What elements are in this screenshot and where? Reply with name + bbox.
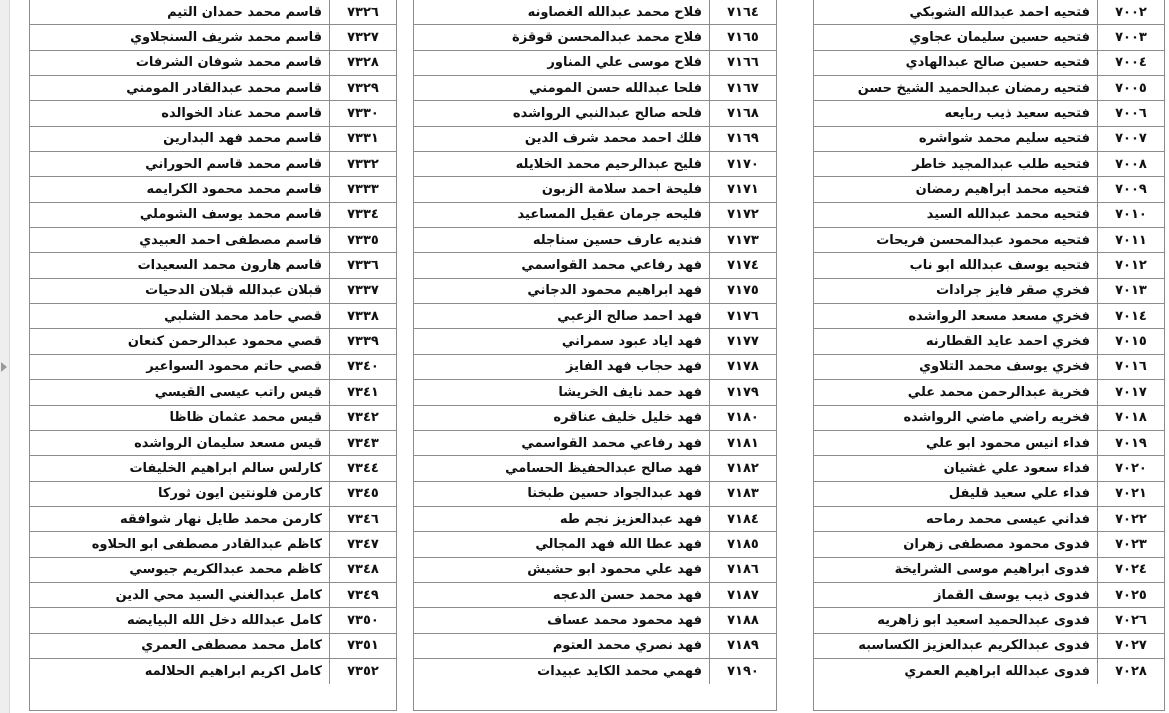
person-name: فهد محمود محمد عساف xyxy=(547,612,702,628)
table-row xyxy=(414,380,776,405)
table-row xyxy=(814,406,1164,431)
table-row xyxy=(814,380,1164,405)
person-name: كامل عبدالغني السيد محي الدين xyxy=(115,587,322,603)
person-name: قيس راتب عيسى القيسي xyxy=(154,384,322,400)
person-name: فداني عيسى محمد رماحه xyxy=(926,511,1090,527)
table-row xyxy=(414,329,776,354)
person-name: فهد اياد عبود سمراني xyxy=(561,334,702,350)
row-number: ٧٣٤٦ xyxy=(329,507,396,531)
person-name: فلحه صالح عبدالنبي الرواشده xyxy=(512,106,702,122)
table-row xyxy=(30,76,396,101)
person-name: قيس محمد عثمان ظاظا xyxy=(169,410,322,426)
person-name: فتحيه طلب عبدالمجيد خاطر xyxy=(912,156,1090,172)
person-name: فهد عبدالعزيز نجم طه xyxy=(559,511,702,527)
row-number: ٧١٨٩ xyxy=(709,634,776,658)
table-row xyxy=(814,203,1164,228)
row-number: ٧٣٣٩ xyxy=(329,329,396,353)
row-number: ٧١٧٣ xyxy=(709,228,776,252)
person-name: كارمن محمد طايل نهار شوافقه xyxy=(119,511,322,527)
row-number: ٧١٦٥ xyxy=(709,25,776,49)
row-number: ٧٣٢٩ xyxy=(329,76,396,100)
row-number: ٧١٧٠ xyxy=(709,152,776,176)
table-row xyxy=(814,634,1164,659)
row-number: ٧١٧٢ xyxy=(709,203,776,227)
row-number: ٧٠٠٦ xyxy=(1097,101,1164,125)
table-row xyxy=(414,177,776,202)
row-number: ٧١٦٨ xyxy=(709,101,776,125)
person-name: فدوى عبدالكريم عبدالعزيز الكساسبه xyxy=(858,638,1090,654)
table-row xyxy=(30,583,396,608)
row-number: ٧٣٣٥ xyxy=(329,228,396,252)
row-number: ٧١٦٧ xyxy=(709,76,776,100)
table-row xyxy=(30,279,396,304)
table-row xyxy=(30,659,396,684)
person-name: فدوى عبدالله ابراهيم العمري xyxy=(904,664,1090,680)
row-number: ٧٠١٤ xyxy=(1097,304,1164,328)
person-name: قصي محمود عبدالرحمن كنعان xyxy=(127,334,322,350)
person-name: كارمن فلونتين ايون ثوركا xyxy=(158,486,322,502)
person-name: فتحيه محمد ابراهيم رمضان xyxy=(915,182,1090,198)
person-name: كامل محمد مصطفى العمري xyxy=(141,638,322,654)
table-row xyxy=(814,482,1164,507)
row-number: ٧٠١٩ xyxy=(1097,431,1164,455)
row-number: ٧٠٠٢ xyxy=(1097,0,1164,24)
table-row xyxy=(814,532,1164,557)
row-number: ٧٣٣٦ xyxy=(329,253,396,277)
table-row xyxy=(30,127,396,152)
row-number: ٧٠١٠ xyxy=(1097,203,1164,227)
row-number: ٧١٧٧ xyxy=(709,329,776,353)
table-row xyxy=(814,228,1164,253)
person-name: قاسم محمد قاسم الحوراني xyxy=(145,156,322,172)
person-name: فخريه راضي ماضي الرواشده xyxy=(903,410,1090,426)
row-number: ٧٣٤٢ xyxy=(329,406,396,430)
person-name: فليح عبدالرحيم محمد الخلايله xyxy=(515,156,702,172)
person-name: فدوى عبدالحميد اسعيد ابو زاهريه xyxy=(877,612,1090,628)
row-number: ٧٠٠٨ xyxy=(1097,152,1164,176)
person-name: فداء انيس محمود ابو علي xyxy=(925,435,1090,451)
person-name: فتحيه سليم محمد شواشره xyxy=(918,131,1090,147)
table-row xyxy=(414,507,776,532)
person-name: فداء علي سعيد قليفل xyxy=(948,486,1090,502)
table-row xyxy=(414,583,776,608)
person-name: قصي حاتم محمود السواعير xyxy=(146,359,322,375)
person-name: فخري صقر فايز جرادات xyxy=(936,283,1090,299)
person-name: قاسم محمد يوسف الشوملي xyxy=(139,207,322,223)
person-name: فداء سعود علي غشيان xyxy=(943,460,1090,476)
row-number: ٧٠١٢ xyxy=(1097,253,1164,277)
row-number: ٧٠١٣ xyxy=(1097,279,1164,303)
person-name: فدوى ذيب يوسف القماز xyxy=(934,587,1090,603)
row-number: ٧١٦٩ xyxy=(709,127,776,151)
person-name: قاسم محمد شريف السنجلاوي xyxy=(130,30,322,46)
person-name: فهد رفاعي محمد القواسمي xyxy=(521,435,702,451)
table-row xyxy=(30,101,396,126)
table-row xyxy=(814,659,1164,684)
person-name: قاسم محمد عناد الخوالده xyxy=(161,106,322,122)
table-row xyxy=(814,456,1164,481)
person-name: فهد رفاعي محمد القواسمي xyxy=(521,258,702,274)
table-row xyxy=(30,177,396,202)
table-row xyxy=(814,76,1164,101)
row-number: ٧١٧١ xyxy=(709,177,776,201)
person-name: قاسم محمد شوفان الشرفات xyxy=(135,55,322,71)
row-number: ٧١٩٠ xyxy=(709,659,776,684)
person-name: قاسم محمد محمود الكرايمه xyxy=(146,182,322,198)
table-row xyxy=(30,25,396,50)
row-number: ٧١٧٥ xyxy=(709,279,776,303)
person-name: فهد عطا الله فهد المجالي xyxy=(535,536,702,552)
row-number: ٧٣٣٤ xyxy=(329,203,396,227)
row-number: ٧٠٢٢ xyxy=(1097,507,1164,531)
person-name: كامل عبدالله دخل الله البيايضه xyxy=(127,612,322,628)
person-name: فلاح محمد عبدالله الغصاونه xyxy=(527,4,702,20)
person-name: فهد عبدالجواد حسين طبخنا xyxy=(527,486,702,502)
table-row xyxy=(30,0,396,25)
table-row xyxy=(814,431,1164,456)
row-number: ٧٠١٦ xyxy=(1097,355,1164,379)
row-number: ٧٠٠٧ xyxy=(1097,127,1164,151)
table-row xyxy=(414,51,776,76)
row-number: ٧٠٠٩ xyxy=(1097,177,1164,201)
table-row xyxy=(814,253,1164,278)
row-number: ٧١٨٦ xyxy=(709,558,776,582)
person-name: فهد صالح عبدالحفيظ الحسامي xyxy=(505,460,702,476)
row-number: ٧١٨٠ xyxy=(709,406,776,430)
person-name: فدوى ابراهيم موسى الشرايخة xyxy=(894,562,1090,578)
table-row xyxy=(814,0,1164,25)
person-name: فخري مسعد مسعد الرواشده xyxy=(908,308,1090,324)
table-row xyxy=(30,152,396,177)
person-name: فتحيه محمود عبدالمحسن فريحات xyxy=(876,232,1090,248)
table-row xyxy=(814,583,1164,608)
person-name: فخرية عبدالرحمن محمد علي xyxy=(907,384,1090,400)
table-row xyxy=(814,152,1164,177)
person-name: فهد محمد حسن الدعجه xyxy=(552,587,702,603)
person-name: قيس مسعد سليمان الرواشده xyxy=(134,435,322,451)
table-row xyxy=(414,101,776,126)
table-row xyxy=(30,51,396,76)
row-number: ٧٠٢٧ xyxy=(1097,634,1164,658)
row-number: ٧٣٢٧ xyxy=(329,25,396,49)
table-row xyxy=(414,304,776,329)
table-row xyxy=(30,608,396,633)
row-number: ٧٣٥٢ xyxy=(329,659,396,684)
person-name: فخري احمد عايد القطارنه xyxy=(925,334,1090,350)
table-row xyxy=(30,456,396,481)
row-number: ٧٣٤٨ xyxy=(329,558,396,582)
person-name: فتحيه احمد عبدالله الشوبكي xyxy=(909,4,1090,20)
person-name: فليحه جرمان عقيل المساعيد xyxy=(517,207,702,223)
row-number: ٧١٨٨ xyxy=(709,608,776,632)
person-name: فهد احمد صالح الزعبي xyxy=(557,308,702,324)
row-number: ٧٣٣١ xyxy=(329,127,396,151)
person-name: قاسم محمد فهد البدارين xyxy=(163,131,322,147)
row-number: ٧٠٢١ xyxy=(1097,482,1164,506)
row-number: ٧٠١٧ xyxy=(1097,380,1164,404)
person-name: كارلس سالم ابراهيم الخليفات xyxy=(129,460,322,476)
row-number: ٧١٦٦ xyxy=(709,51,776,75)
table-row xyxy=(30,507,396,532)
row-number: ٧٣٤٤ xyxy=(329,456,396,480)
table-row xyxy=(30,532,396,557)
table-row xyxy=(30,406,396,431)
table-row xyxy=(30,634,396,659)
person-name: فهد نصري محمد العتوم xyxy=(552,638,702,654)
person-name: فلاح محمد عبدالمحسن قوقزة xyxy=(512,30,702,46)
table-row xyxy=(30,203,396,228)
row-number: ٧٠٢٨ xyxy=(1097,659,1164,684)
table-row xyxy=(414,127,776,152)
row-number: ٧٠٢٣ xyxy=(1097,532,1164,556)
table-row xyxy=(30,355,396,380)
row-number: ٧٠٢٠ xyxy=(1097,456,1164,480)
row-number: ٧٣٣٢ xyxy=(329,152,396,176)
row-number: ٧١٧٤ xyxy=(709,253,776,277)
person-name: قاسم هارون محمد السعيدات xyxy=(137,258,322,274)
row-number: ٧٣٣٣ xyxy=(329,177,396,201)
row-number: ٧٠٠٥ xyxy=(1097,76,1164,100)
table-row xyxy=(414,152,776,177)
row-number: ٧٠١١ xyxy=(1097,228,1164,252)
table-row xyxy=(814,177,1164,202)
table-row xyxy=(814,355,1164,380)
table-row xyxy=(414,228,776,253)
row-number: ٧١٦٤ xyxy=(709,0,776,24)
table-row xyxy=(414,406,776,431)
table-row xyxy=(814,304,1164,329)
row-number: ٧٣٤٩ xyxy=(329,583,396,607)
person-name: قصي حامد محمد الشلبي xyxy=(164,308,322,324)
table-row xyxy=(414,532,776,557)
table-row xyxy=(414,456,776,481)
table-row xyxy=(414,0,776,25)
table-row xyxy=(30,304,396,329)
table-row xyxy=(814,127,1164,152)
row-number: ٧٣٤٧ xyxy=(329,532,396,556)
row-number: ٧٣٢٦ xyxy=(329,0,396,24)
person-name: فهد ابراهيم محمود الدجاني xyxy=(527,283,702,299)
table-row xyxy=(414,355,776,380)
table-row xyxy=(414,76,776,101)
row-number: ٧٣٣٨ xyxy=(329,304,396,328)
row-number: ٧١٨٤ xyxy=(709,507,776,531)
person-name: قاسم مصطفى احمد العبيدي xyxy=(139,232,322,248)
table-row xyxy=(414,634,776,659)
table-row xyxy=(30,329,396,354)
person-name: فليحة احمد سلامة الزبون xyxy=(541,182,702,198)
person-name: فتحيه محمد عبدالله السيد xyxy=(926,207,1090,223)
names-table-column-2 xyxy=(413,0,777,711)
person-name: كاظم محمد عبدالكريم جيوسي xyxy=(129,562,322,578)
row-number: ٧١٧٦ xyxy=(709,304,776,328)
table-row xyxy=(814,279,1164,304)
row-number: ٧٣٥٠ xyxy=(329,608,396,632)
person-name: فهمي محمد الكايد عبيدات xyxy=(537,664,702,680)
row-number: ٧٠٠٤ xyxy=(1097,51,1164,75)
person-name: كامل اكريم ابراهيم الحلالمه xyxy=(144,664,322,680)
table-row xyxy=(30,482,396,507)
table-row xyxy=(814,329,1164,354)
table-row xyxy=(814,608,1164,633)
table-row xyxy=(30,431,396,456)
table-row xyxy=(414,659,776,684)
person-name: قاسم محمد عبدالقادر المومني xyxy=(126,80,322,96)
person-name: فلك احمد محمد شرف الدين xyxy=(524,131,702,147)
table-row xyxy=(414,203,776,228)
person-name: فتحيه يوسف عبدالله ابو ناب xyxy=(909,258,1090,274)
row-number: ٧٣٥١ xyxy=(329,634,396,658)
person-name: كاظم عبدالقادر مصطفى ابو الحلاوه xyxy=(91,536,322,552)
row-number: ٧٣٣٧ xyxy=(329,279,396,303)
row-number: ٧٣٤٥ xyxy=(329,482,396,506)
table-row xyxy=(30,253,396,278)
table-row xyxy=(30,228,396,253)
person-name: فدوى محمود مصطفى زهران xyxy=(903,536,1090,552)
row-number: ٧١٧٩ xyxy=(709,380,776,404)
table-row xyxy=(414,253,776,278)
row-number: ٧٠٢٦ xyxy=(1097,608,1164,632)
person-name: قاسم محمد حمدان التيم xyxy=(167,4,322,20)
person-name: فهد حمد نايف الخريشا xyxy=(558,384,702,400)
person-name: فهد خليل خليف عناقره xyxy=(553,410,702,426)
row-number: ٧٣٣٠ xyxy=(329,101,396,125)
table-row xyxy=(814,51,1164,76)
table-row xyxy=(30,380,396,405)
person-name: فلاح موسى علي المناور xyxy=(547,55,702,71)
names-table-column-1 xyxy=(813,0,1165,711)
table-row xyxy=(414,608,776,633)
row-number: ٧١٨٢ xyxy=(709,456,776,480)
row-number: ٧٠١٥ xyxy=(1097,329,1164,353)
table-row xyxy=(814,25,1164,50)
names-table-column-3 xyxy=(29,0,397,711)
row-number: ٧٣٤٣ xyxy=(329,431,396,455)
table-row xyxy=(414,431,776,456)
table-row xyxy=(814,507,1164,532)
table-row xyxy=(814,101,1164,126)
person-name: فهد علي محمود ابو حشيش xyxy=(527,562,702,578)
row-number: ٧١٨١ xyxy=(709,431,776,455)
person-name: فتحيه حسين صالح عبدالهادي xyxy=(905,55,1090,71)
table-row xyxy=(414,482,776,507)
table-row xyxy=(414,279,776,304)
table-row xyxy=(414,558,776,583)
table-row xyxy=(414,25,776,50)
row-number: ٧٣٤٠ xyxy=(329,355,396,379)
row-number: ٧١٨٧ xyxy=(709,583,776,607)
row-number: ٧٠٠٣ xyxy=(1097,25,1164,49)
person-name: فنديه عارف حسين سناجله xyxy=(532,232,702,248)
row-number: ٧١٧٨ xyxy=(709,355,776,379)
table-row xyxy=(30,558,396,583)
person-name: فلحا عبدالله حسن المومني xyxy=(529,80,702,96)
row-number: ٧١٨٥ xyxy=(709,532,776,556)
person-name: قبلان عبدالله قبلان الدحيات xyxy=(145,283,322,299)
row-number: ٧٣٢٨ xyxy=(329,51,396,75)
person-name: فتحيه سعيد ذيب ربايعه xyxy=(944,106,1090,122)
row-number: ٧٠١٨ xyxy=(1097,406,1164,430)
table-row xyxy=(814,558,1164,583)
person-name: فتحيه رمضان عبدالحميد الشيخ حسن xyxy=(857,80,1090,96)
person-name: فتحيه حسين سليمان عجاوي xyxy=(909,30,1090,46)
row-number: ٧٣٤١ xyxy=(329,380,396,404)
row-number: ٧١٨٣ xyxy=(709,482,776,506)
person-name: فخري يوسف محمد التلاوي xyxy=(919,359,1090,375)
row-number: ٧٠٢٥ xyxy=(1097,583,1164,607)
person-name: فهد حجاب فهد الفايز xyxy=(565,359,702,375)
row-number: ٧٠٢٤ xyxy=(1097,558,1164,582)
